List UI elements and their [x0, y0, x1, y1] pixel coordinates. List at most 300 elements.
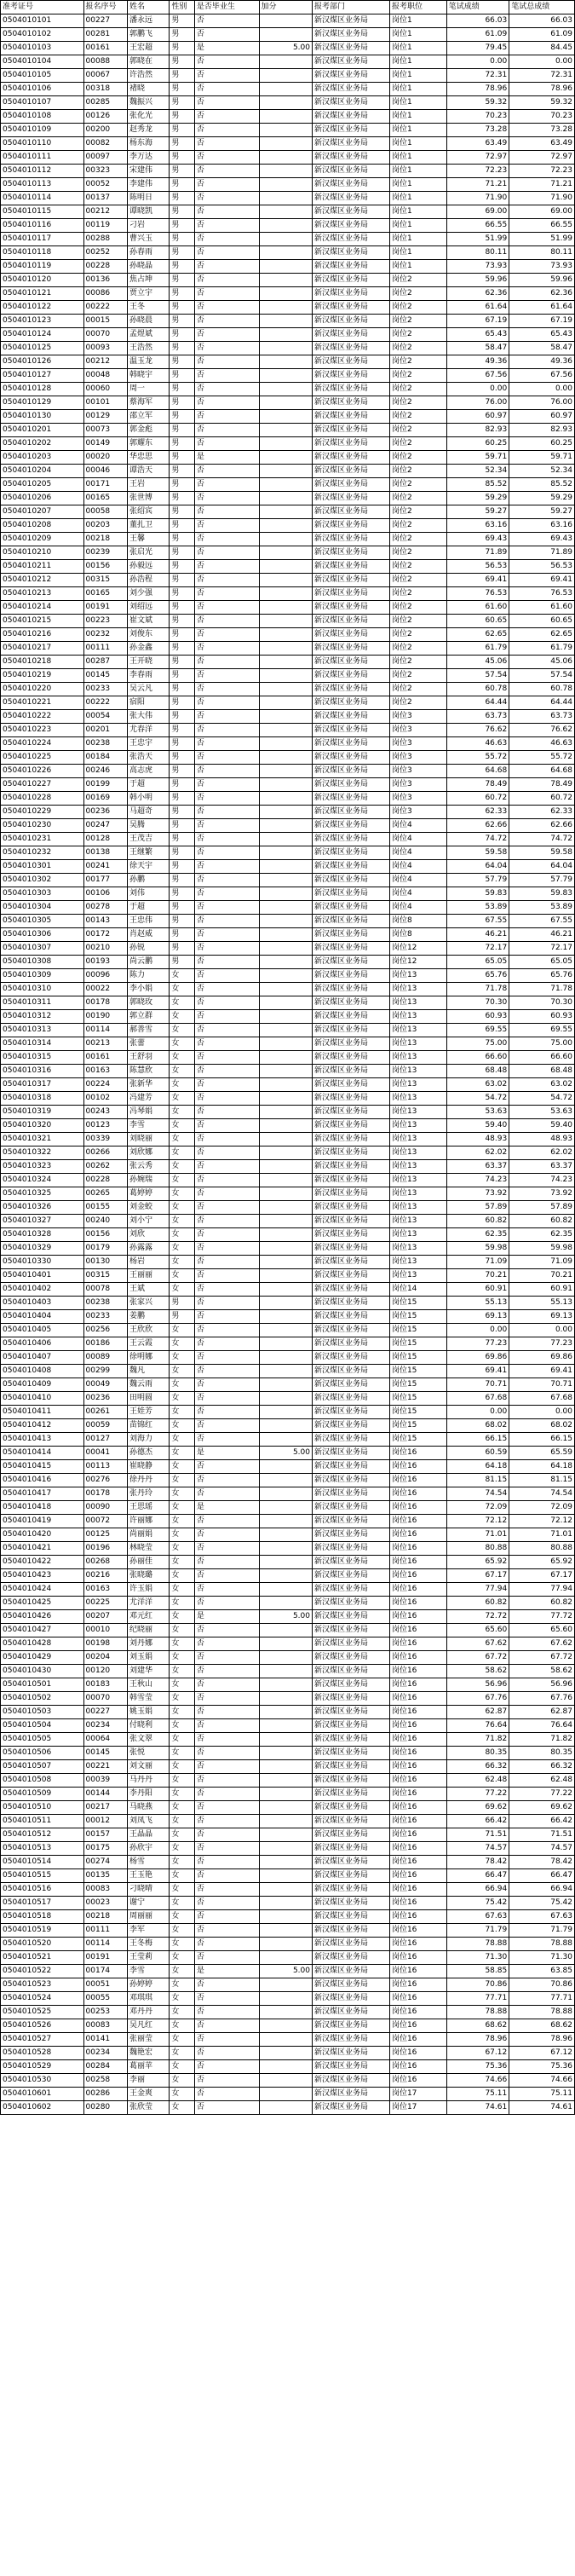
cell-total-score: 64.04 [509, 860, 575, 874]
cell-department: 新汉煤区业务局 [312, 1242, 389, 1256]
cell-department: 新汉煤区业务局 [312, 942, 389, 956]
cell-total-score: 0.00 [509, 383, 575, 396]
cell-registration-number: 00241 [83, 860, 128, 874]
cell-total-score: 81.15 [509, 1474, 575, 1487]
cell-total-score: 73.92 [509, 1187, 575, 1201]
cell-total-score: 71.82 [509, 1733, 575, 1747]
table-row [1, 165, 575, 178]
cell-written-score: 59.96 [446, 274, 509, 287]
cell-bonus [259, 1228, 312, 1242]
cell-name: 王欣欣 [128, 1324, 170, 1337]
cell-name: 刘海力 [128, 1433, 170, 1447]
cell-gender: 男 [170, 301, 195, 315]
table-row [1, 1951, 575, 1965]
cell-registration-number: 00127 [83, 1433, 128, 1447]
cell-total-score: 54.72 [509, 1092, 575, 1106]
cell-total-score: 74.72 [509, 833, 575, 846]
table-row [1, 1037, 575, 1051]
cell-name: 刘玉娟 [128, 1651, 170, 1665]
cell-position: 岗位2 [389, 465, 446, 478]
cell-name: 孙鹏 [128, 874, 170, 887]
cell-name: 尤春洋 [128, 724, 170, 737]
cell-graduate: 否 [194, 1037, 259, 1051]
cell-registration-number: 00186 [83, 1337, 128, 1351]
cell-department: 新汉煤区业务局 [312, 96, 389, 110]
cell-gender: 女 [170, 1665, 195, 1678]
cell-graduate: 否 [194, 2033, 259, 2047]
cell-bonus [259, 124, 312, 137]
cell-position: 岗位2 [389, 642, 446, 656]
cell-position: 岗位4 [389, 901, 446, 915]
cell-admission-number: 0504010102 [1, 28, 84, 42]
cell-total-score: 74.61 [509, 2101, 575, 2115]
cell-gender: 男 [170, 901, 195, 915]
cell-gender: 女 [170, 2088, 195, 2101]
table-row [1, 2074, 575, 2088]
cell-bonus [259, 1515, 312, 1528]
cell-department: 新汉煤区业务局 [312, 669, 389, 683]
cell-position: 岗位1 [389, 96, 446, 110]
cell-position: 岗位16 [389, 1624, 446, 1637]
cell-department: 新汉煤区业务局 [312, 1637, 389, 1651]
cell-name: 赵秀龙 [128, 124, 170, 137]
cell-admission-number: 0504010115 [1, 205, 84, 219]
cell-gender: 女 [170, 1528, 195, 1542]
cell-gender: 男 [170, 274, 195, 287]
cell-graduate: 否 [194, 1515, 259, 1528]
cell-registration-number: 00165 [83, 492, 128, 505]
cell-graduate: 否 [194, 1719, 259, 1733]
cell-position: 岗位13 [389, 1106, 446, 1119]
cell-written-score: 74.23 [446, 1174, 509, 1187]
cell-admission-number: 0504010211 [1, 560, 84, 574]
cell-graduate: 否 [194, 942, 259, 956]
cell-registration-number: 00078 [83, 1283, 128, 1297]
table-row [1, 328, 575, 342]
cell-department: 新汉煤区业务局 [312, 1624, 389, 1637]
cell-admission-number: 0504010524 [1, 1992, 84, 2006]
cell-admission-number: 0504010318 [1, 1092, 84, 1106]
cell-graduate: 否 [194, 287, 259, 301]
cell-name: 冯琴娟 [128, 1106, 170, 1119]
cell-department: 新汉煤区业务局 [312, 874, 389, 887]
cell-bonus [259, 1487, 312, 1501]
cell-name: 王馨 [128, 533, 170, 546]
cell-name: 张文翠 [128, 1733, 170, 1747]
cell-admission-number: 0504010232 [1, 846, 84, 860]
cell-gender: 男 [170, 465, 195, 478]
cell-gender: 女 [170, 1883, 195, 1897]
cell-bonus [259, 833, 312, 846]
cell-bonus [259, 1938, 312, 1951]
cell-admission-number: 0504010511 [1, 1815, 84, 1828]
cell-position: 岗位15 [389, 1324, 446, 1337]
cell-written-score: 67.76 [446, 1692, 509, 1706]
cell-registration-number: 00113 [83, 1460, 128, 1474]
cell-name: 王忠伟 [128, 915, 170, 928]
cell-department: 新汉煤区业务局 [312, 505, 389, 519]
table-row [1, 1119, 575, 1133]
cell-graduate: 否 [194, 1324, 259, 1337]
cell-written-score: 61.09 [446, 28, 509, 42]
cell-graduate: 否 [194, 1337, 259, 1351]
cell-written-score: 71.01 [446, 1528, 509, 1542]
cell-department: 新汉煤区业务局 [312, 1228, 389, 1242]
cell-registration-number: 00318 [83, 83, 128, 96]
cell-department: 新汉煤区业务局 [312, 928, 389, 942]
cell-gender: 女 [170, 2033, 195, 2047]
cell-total-score: 77.72 [509, 1610, 575, 1624]
cell-position: 岗位2 [389, 410, 446, 424]
cell-graduate: 否 [194, 1010, 259, 1024]
cell-written-score: 62.87 [446, 1706, 509, 1719]
table-row [1, 2006, 575, 2019]
cell-name: 魏艳宏 [128, 2047, 170, 2060]
cell-position: 岗位13 [389, 1215, 446, 1228]
cell-admission-number: 0504010319 [1, 1106, 84, 1119]
cell-admission-number: 0504010402 [1, 1283, 84, 1297]
cell-bonus [259, 1215, 312, 1228]
cell-total-score: 78.49 [509, 778, 575, 792]
cell-name: 孙浩程 [128, 574, 170, 587]
cell-total-score: 55.72 [509, 751, 575, 765]
cell-name: 尚丽娟 [128, 1528, 170, 1542]
header-cell-bonus: 加分 [259, 1, 312, 14]
cell-bonus [259, 2019, 312, 2033]
cell-admission-number: 0504010519 [1, 1924, 84, 1938]
cell-name: 张家兴 [128, 1297, 170, 1310]
cell-admission-number: 0504010514 [1, 1856, 84, 1869]
cell-graduate: 否 [194, 437, 259, 451]
cell-written-score: 76.64 [446, 1719, 509, 1733]
cell-department: 新汉煤区业务局 [312, 192, 389, 205]
header-cell-total-score: 笔试总成绩 [509, 1, 575, 14]
cell-admission-number: 0504010316 [1, 1065, 84, 1078]
cell-total-score: 63.37 [509, 1160, 575, 1174]
cell-bonus [259, 315, 312, 328]
cell-total-score: 62.48 [509, 1774, 575, 1788]
cell-position: 岗位16 [389, 1719, 446, 1733]
cell-graduate: 否 [194, 1242, 259, 1256]
cell-department: 新汉煤区业务局 [312, 69, 389, 83]
cell-graduate: 否 [194, 846, 259, 860]
cell-name: 曹兴玉 [128, 233, 170, 246]
table-row [1, 1556, 575, 1569]
cell-gender: 女 [170, 1501, 195, 1515]
cell-department: 新汉煤区业务局 [312, 1215, 389, 1228]
cell-department: 新汉煤区业务局 [312, 301, 389, 315]
cell-position: 岗位3 [389, 710, 446, 724]
cell-name: 张世博 [128, 492, 170, 505]
cell-department: 新汉煤区业务局 [312, 1487, 389, 1501]
cell-written-score: 73.93 [446, 260, 509, 274]
cell-position: 岗位16 [389, 1842, 446, 1856]
cell-gender: 男 [170, 751, 195, 765]
cell-department: 新汉煤区业务局 [312, 1146, 389, 1160]
cell-admission-number: 0504010504 [1, 1719, 84, 1733]
cell-name: 肖赵威 [128, 928, 170, 942]
cell-registration-number: 00258 [83, 2074, 128, 2088]
cell-total-score: 0.00 [509, 1406, 575, 1419]
cell-department: 新汉煤区业务局 [312, 83, 389, 96]
cell-bonus [259, 96, 312, 110]
cell-admission-number: 0504010110 [1, 137, 84, 151]
cell-total-score: 60.82 [509, 1597, 575, 1610]
cell-bonus [259, 846, 312, 860]
cell-gender: 男 [170, 710, 195, 724]
cell-gender: 男 [170, 683, 195, 696]
cell-total-score: 71.90 [509, 192, 575, 205]
cell-registration-number: 00082 [83, 137, 128, 151]
cell-admission-number: 0504010329 [1, 1242, 84, 1256]
table-row [1, 533, 575, 546]
cell-graduate: 否 [194, 1938, 259, 1951]
cell-registration-number: 00048 [83, 369, 128, 383]
cell-department: 新汉煤区业务局 [312, 1801, 389, 1815]
cell-bonus [259, 792, 312, 806]
cell-admission-number: 0504010424 [1, 1583, 84, 1597]
cell-total-score: 57.54 [509, 669, 575, 683]
table-row [1, 751, 575, 765]
cell-written-score: 64.04 [446, 860, 509, 874]
cell-admission-number: 0504010521 [1, 1951, 84, 1965]
cell-position: 岗位16 [389, 1460, 446, 1474]
cell-department: 新汉煤区业务局 [312, 1310, 389, 1324]
cell-bonus [259, 369, 312, 383]
table-row [1, 1460, 575, 1474]
cell-written-score: 71.51 [446, 1828, 509, 1842]
cell-graduate: 否 [194, 1133, 259, 1146]
cell-bonus [259, 1842, 312, 1856]
table-row [1, 601, 575, 615]
cell-name: 张蕾 [128, 1037, 170, 1051]
cell-written-score: 60.97 [446, 410, 509, 424]
cell-position: 岗位15 [389, 1392, 446, 1406]
cell-bonus [259, 301, 312, 315]
cell-department: 新汉煤区业务局 [312, 615, 389, 628]
cell-position: 岗位4 [389, 846, 446, 860]
cell-position: 岗位13 [389, 969, 446, 983]
cell-position: 岗位16 [389, 1528, 446, 1542]
cell-written-score: 66.55 [446, 219, 509, 233]
table-row [1, 1187, 575, 1201]
cell-total-score: 84.45 [509, 42, 575, 55]
cell-position: 岗位16 [389, 2060, 446, 2074]
table-row [1, 451, 575, 465]
cell-registration-number: 00163 [83, 1065, 128, 1078]
cell-position: 岗位2 [389, 315, 446, 328]
cell-registration-number: 00020 [83, 451, 128, 465]
cell-admission-number: 0504010328 [1, 1228, 84, 1242]
cell-written-score: 72.97 [446, 151, 509, 165]
cell-total-score: 59.29 [509, 492, 575, 505]
cell-bonus [259, 1760, 312, 1774]
cell-gender: 男 [170, 560, 195, 574]
cell-position: 岗位16 [389, 1733, 446, 1747]
cell-gender: 男 [170, 396, 195, 410]
cell-position: 岗位1 [389, 137, 446, 151]
cell-name: 姚玉娟 [128, 1706, 170, 1719]
cell-registration-number: 00015 [83, 315, 128, 328]
cell-name: 吴云凡 [128, 683, 170, 696]
cell-gender: 男 [170, 587, 195, 601]
cell-name: 郭金彪 [128, 424, 170, 437]
cell-bonus [259, 724, 312, 737]
cell-name: 蔡海军 [128, 396, 170, 410]
cell-registration-number: 00198 [83, 1637, 128, 1651]
header-cell-admission-number: 准考证号 [1, 1, 84, 14]
cell-bonus [259, 83, 312, 96]
cell-graduate: 否 [194, 1528, 259, 1542]
cell-registration-number: 00051 [83, 1978, 128, 1992]
cell-total-score: 59.32 [509, 96, 575, 110]
cell-registration-number: 00285 [83, 96, 128, 110]
cell-registration-number: 00163 [83, 1583, 128, 1597]
cell-bonus [259, 178, 312, 192]
cell-gender: 女 [170, 1419, 195, 1433]
cell-registration-number: 00178 [83, 996, 128, 1010]
cell-bonus [259, 1187, 312, 1201]
cell-gender: 女 [170, 1133, 195, 1146]
cell-written-score: 71.79 [446, 1924, 509, 1938]
cell-gender: 女 [170, 1924, 195, 1938]
cell-admission-number: 0504010120 [1, 274, 84, 287]
cell-written-score: 72.12 [446, 1515, 509, 1528]
cell-admission-number: 0504010407 [1, 1351, 84, 1365]
cell-graduate: 否 [194, 274, 259, 287]
cell-admission-number: 0504010231 [1, 833, 84, 846]
cell-gender: 女 [170, 1910, 195, 1924]
cell-bonus [259, 451, 312, 465]
cell-gender: 女 [170, 1651, 195, 1665]
cell-registration-number: 00174 [83, 1965, 128, 1978]
cell-graduate: 否 [194, 710, 259, 724]
table-row [1, 1938, 575, 1951]
cell-written-score: 63.16 [446, 519, 509, 533]
cell-written-score: 66.42 [446, 1815, 509, 1828]
cell-bonus [259, 465, 312, 478]
cell-gender: 男 [170, 696, 195, 710]
cell-position: 岗位2 [389, 369, 446, 383]
cell-bonus [259, 165, 312, 178]
cell-registration-number: 00252 [83, 246, 128, 260]
cell-gender: 女 [170, 2047, 195, 2060]
cell-gender: 男 [170, 83, 195, 96]
cell-bonus [259, 233, 312, 246]
cell-department: 新汉煤区业务局 [312, 1692, 389, 1706]
cell-written-score: 64.44 [446, 696, 509, 710]
cell-graduate: 否 [194, 219, 259, 233]
cell-department: 新汉煤区业务局 [312, 2074, 389, 2088]
cell-admission-number: 0504010516 [1, 1883, 84, 1897]
cell-written-score: 70.71 [446, 1378, 509, 1392]
cell-written-score: 75.36 [446, 2060, 509, 2074]
table-row [1, 274, 575, 287]
cell-gender: 男 [170, 137, 195, 151]
cell-position: 岗位1 [389, 219, 446, 233]
cell-admission-number: 0504010417 [1, 1487, 84, 1501]
cell-total-score: 59.98 [509, 1242, 575, 1256]
cell-graduate: 否 [194, 1201, 259, 1215]
cell-bonus [259, 1978, 312, 1992]
cell-name: 陈明日 [128, 192, 170, 205]
cell-position: 岗位2 [389, 683, 446, 696]
cell-registration-number: 00261 [83, 1406, 128, 1419]
cell-written-score: 67.17 [446, 1569, 509, 1583]
table-row [1, 246, 575, 260]
cell-graduate: 否 [194, 1487, 259, 1501]
cell-admission-number: 0504010116 [1, 219, 84, 233]
table-row [1, 696, 575, 710]
cell-admission-number: 0504010517 [1, 1897, 84, 1910]
cell-total-score: 70.86 [509, 1978, 575, 1992]
cell-name: 张绍宾 [128, 505, 170, 519]
cell-written-score: 74.66 [446, 2074, 509, 2088]
cell-written-score: 69.55 [446, 1024, 509, 1037]
cell-registration-number: 00212 [83, 355, 128, 369]
cell-total-score: 72.12 [509, 1515, 575, 1528]
cell-admission-number: 0504010510 [1, 1801, 84, 1815]
cell-department: 新汉煤区业务局 [312, 792, 389, 806]
cell-registration-number: 00155 [83, 1201, 128, 1215]
cell-bonus [259, 1788, 312, 1801]
cell-written-score: 64.68 [446, 765, 509, 778]
cell-position: 岗位13 [389, 1146, 446, 1160]
cell-registration-number: 00073 [83, 424, 128, 437]
cell-name: 谭浩天 [128, 465, 170, 478]
cell-admission-number: 0504010216 [1, 628, 84, 642]
cell-graduate: 否 [194, 110, 259, 124]
cell-bonus [259, 1774, 312, 1788]
cell-bonus [259, 887, 312, 901]
cell-written-score: 71.21 [446, 178, 509, 192]
cell-registration-number: 00191 [83, 1951, 128, 1965]
cell-gender: 男 [170, 315, 195, 328]
cell-gender: 男 [170, 860, 195, 874]
cell-bonus [259, 14, 312, 28]
cell-written-score: 75.11 [446, 2088, 509, 2101]
cell-name: 刘晓丽 [128, 1133, 170, 1146]
cell-admission-number: 0504010416 [1, 1474, 84, 1487]
cell-graduate: 否 [194, 737, 259, 751]
cell-bonus [259, 505, 312, 519]
header-row [1, 1, 575, 14]
cell-name: 焦占坤 [128, 274, 170, 287]
table-row [1, 1392, 575, 1406]
cell-graduate: 否 [194, 1119, 259, 1133]
cell-gender: 女 [170, 1392, 195, 1406]
cell-department: 新汉煤区业务局 [312, 1883, 389, 1897]
cell-graduate: 否 [194, 1597, 259, 1610]
cell-name: 韩小明 [128, 792, 170, 806]
cell-written-score: 72.31 [446, 69, 509, 83]
cell-department: 新汉煤区业务局 [312, 1760, 389, 1774]
cell-bonus [259, 1542, 312, 1556]
cell-department: 新汉煤区业务局 [312, 1037, 389, 1051]
table-row [1, 478, 575, 492]
cell-gender: 男 [170, 287, 195, 301]
cell-written-score: 75.00 [446, 1037, 509, 1051]
table-row [1, 1146, 575, 1160]
cell-admission-number: 0504010430 [1, 1665, 84, 1678]
cell-position: 岗位15 [389, 1337, 446, 1351]
cell-name: 魏凡 [128, 1365, 170, 1378]
table-row [1, 1869, 575, 1883]
cell-name: 王思瑶 [128, 1501, 170, 1515]
cell-written-score: 61.79 [446, 642, 509, 656]
cell-name: 于超 [128, 901, 170, 915]
table-row [1, 2047, 575, 2060]
